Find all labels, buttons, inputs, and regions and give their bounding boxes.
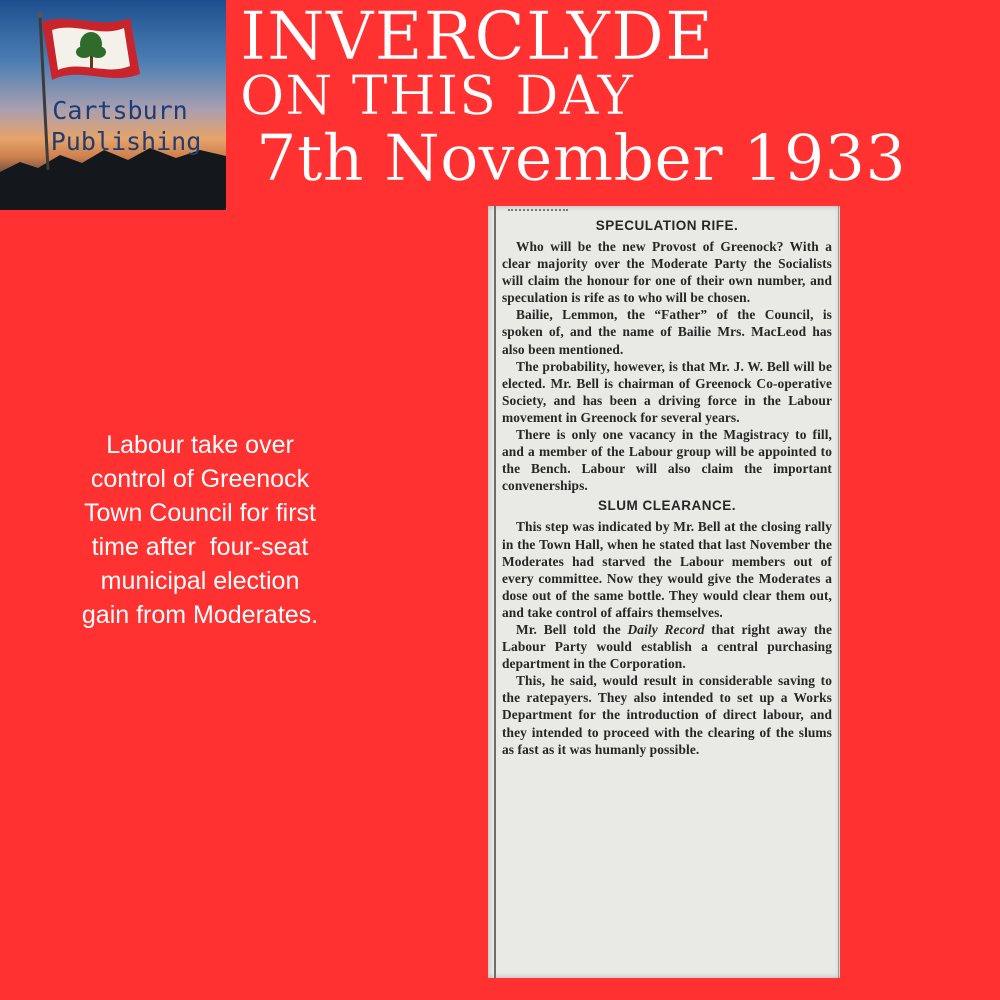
article-paragraph bbox=[502, 621, 832, 672]
caption-line: Town Council for first bbox=[83, 499, 317, 527]
logo-line-1: Cartsburn bbox=[52, 96, 188, 125]
article-paragraph: Who will be the new Provost of Greenock? With a clear majority over the Moderate Party the Socialists will claim the honour for one of their own number, and speculation is rife as to who will be chosen. bbox=[502, 239, 832, 306]
newspaper-clipping bbox=[488, 206, 840, 978]
title-date: 7th November 1933 bbox=[256, 122, 906, 196]
column-rule bbox=[494, 206, 496, 978]
title-line-1: INVERCLYDE bbox=[240, 0, 715, 75]
article-paragraph: There is only one vacancy in the Magistracy to fill, and a member of the Labour group will be appointed to the Bench. Labour will also claim the important convenerships. bbox=[502, 427, 832, 494]
caption-line: time after four-seat bbox=[91, 533, 309, 561]
caption-line: municipal election bbox=[100, 567, 300, 595]
article-paragraph: The probability, however, is that Mr. J. W. Bell will be elected. Mr. Bell is chairman of Greenock Co-operative Society, and has been a driving force in the Labour movement in Greenock for several years. bbox=[502, 358, 832, 425]
clipping-cut-edge bbox=[508, 206, 568, 211]
article-paragraph: This step was indicated by Mr. Bell at the closing rally in the Town Hall, when he stated that last November the Moderates had starved the Labour members out of every committee. Now they would give the Moderates a dose out of the same bottle. They would clear them out, and take control of affairs themselves. bbox=[502, 519, 832, 620]
title-line-2: ON THIS DAY bbox=[240, 64, 635, 127]
logo-line-2: Publishing bbox=[50, 127, 202, 156]
article-heading-slum-clearance: SLUM CLEARANCE. bbox=[598, 498, 736, 514]
publisher-logo bbox=[0, 0, 226, 210]
caption bbox=[40, 428, 360, 632]
caption-line: control of Greenock bbox=[90, 465, 310, 493]
article-paragraph: Bailie, Lemmon, the “Father” of the Council, is spoken of, and the name of Bailie Mrs. MacLeod has also been mentioned. bbox=[502, 307, 832, 357]
caption-line: Labour take over bbox=[106, 431, 294, 459]
newspaper-name: Daily Record bbox=[627, 621, 705, 637]
article-heading-speculation: SPECULATION RIFE. bbox=[595, 218, 739, 233]
article-text: Mr. Bell told the bbox=[516, 621, 628, 637]
article-text: that right away the Labour Party would establish a central purchasing department in the Corporation. bbox=[502, 621, 833, 672]
article-paragraph: This, he said, would result in considerable saving to the ratepayers. They also intended to set up a Works Department for the introduction of direct labour, and they intended to proceed with the clearing of the slums as fast as it was humanly possible. bbox=[502, 673, 832, 757]
column-rule-right bbox=[838, 206, 839, 978]
caption-line: gain from Moderates. bbox=[81, 601, 319, 629]
